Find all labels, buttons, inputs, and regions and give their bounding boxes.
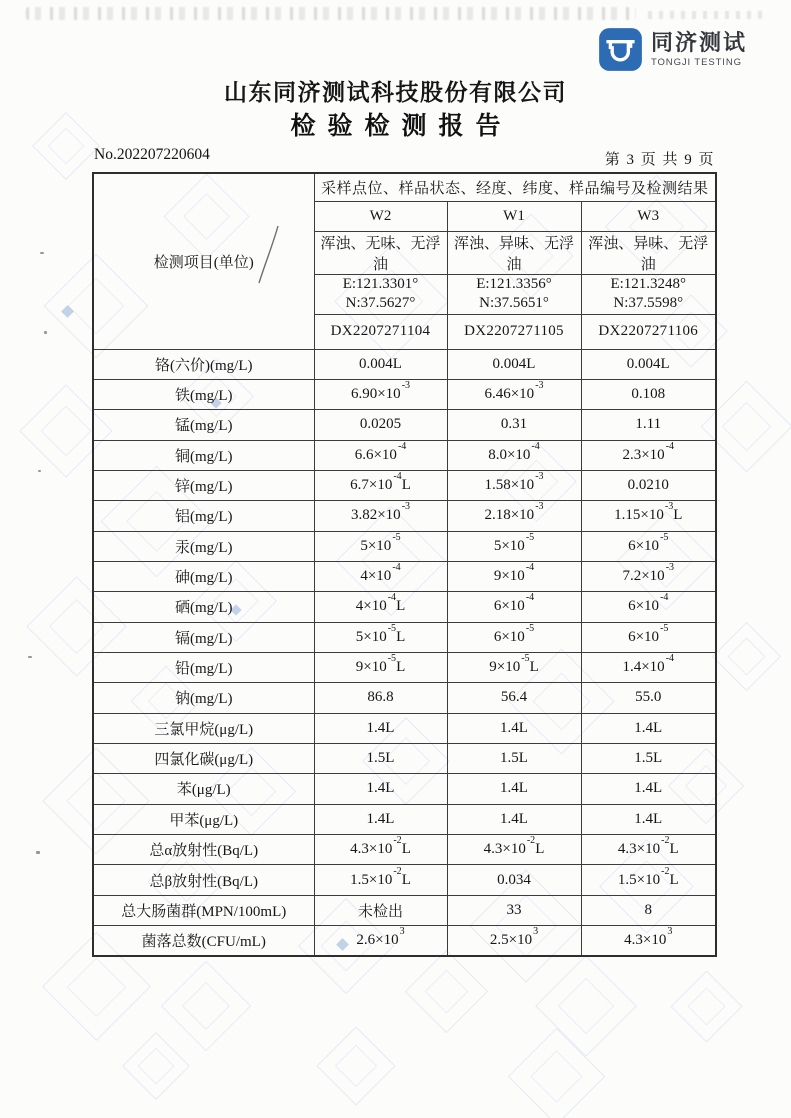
value-cell: 1.5L — [447, 743, 581, 773]
value-cell: 1.4L — [314, 774, 447, 804]
parameter-cell: 铬(六价)(mg/L) — [93, 349, 314, 379]
sample-state-cell: 浑浊、无味、无浮油 — [314, 231, 447, 274]
report-title: 检验检测报告 — [290, 113, 513, 140]
value-cell: 33 — [447, 895, 581, 925]
longitude: E:121.3301° — [342, 275, 419, 292]
parameter-cell: 甲苯(μg/L) — [93, 804, 314, 834]
latitude: N:37.5598° — [613, 295, 684, 311]
table-row — [93, 895, 716, 925]
value-cell: 0.108 — [581, 379, 716, 409]
tongji-logo-icon — [598, 27, 643, 72]
value-cell: 0.004L — [447, 349, 581, 379]
value-cell: $1.5\times 10^{-2}L$ — [314, 865, 447, 895]
latitude: N:37.5627° — [345, 295, 416, 311]
corner-cell: 检测项目(单位) — [93, 173, 314, 349]
parameter-cell: 铅(mg/L) — [93, 652, 314, 682]
value-cell: 1.4L — [581, 713, 716, 743]
parameter-cell: 菌落总数(CFU/mL) — [93, 926, 314, 956]
results-thead — [93, 173, 716, 349]
table-row — [93, 926, 716, 956]
value-cell: 1.4L — [314, 713, 447, 743]
longitude: E:121.3248° — [610, 275, 687, 292]
watermark-pattern — [122, 1032, 190, 1100]
value-cell: 0.034 — [447, 865, 581, 895]
value-cell: 1.4L — [314, 804, 447, 834]
table-row — [93, 743, 716, 773]
parameter-cell: 三氯甲烷(μg/L) — [93, 713, 314, 743]
value-cell: $6\times 10^{-4}$ — [581, 592, 716, 622]
table-row — [93, 774, 716, 804]
value-cell: 8 — [581, 895, 716, 925]
sample-id-cell: W2 — [314, 201, 447, 231]
sample-id-cell: W1 — [447, 201, 581, 231]
company-name: 山东同济测试科技股份有限公司 — [224, 80, 567, 105]
value-cell: 1.4L — [581, 804, 716, 834]
value-cell: 1.5L — [314, 743, 447, 773]
value-cell: 86.8 — [314, 683, 447, 713]
span-header-row — [93, 173, 716, 201]
value-cell: $4.3\times 10^{-2}L$ — [314, 835, 447, 865]
value-cell: 0.004L — [314, 349, 447, 379]
table-row — [93, 379, 716, 409]
value-cell: 0.31 — [447, 410, 581, 440]
value-cell: 56.4 — [447, 683, 581, 713]
value-cell: $9\times 10^{-5}L$ — [314, 652, 447, 682]
report-number: No.202207220604 — [94, 146, 210, 163]
watermark-pattern — [316, 1026, 395, 1105]
value-cell: 1.4L — [447, 804, 581, 834]
parameter-cell: 总α放射性(Bq/L) — [93, 835, 314, 865]
table-row — [93, 561, 716, 591]
logo-cn-text: 同济测试 — [650, 30, 747, 56]
value-cell: $6.90\times 10^{-3}$ — [314, 379, 447, 409]
results-table — [92, 172, 717, 957]
value-cell: $5\times 10^{-5}$ — [314, 531, 447, 561]
value-cell: $8.0\times 10^{-4}$ — [447, 440, 581, 470]
value-cell: $4.3\times 10^{-2}L$ — [447, 835, 581, 865]
watermark-pattern — [161, 961, 252, 1052]
value-cell: $6.7\times 10^{-4}L$ — [314, 470, 447, 500]
parameter-cell: 总大肠菌群(MPN/100mL) — [93, 895, 314, 925]
scan-speck — [36, 851, 40, 854]
tongji-logo — [598, 27, 747, 72]
value-cell: $9\times 10^{-5}L$ — [447, 652, 581, 682]
parameter-cell: 铝(mg/L) — [93, 501, 314, 531]
coordinates-cell — [447, 274, 581, 314]
table-row — [93, 835, 716, 865]
longitude: E:121.3356° — [476, 275, 552, 292]
table-row — [93, 410, 716, 440]
value-cell: $6\times 10^{-5}$ — [447, 622, 581, 652]
watermark-pattern — [404, 949, 487, 1032]
table-row — [93, 470, 716, 500]
parameter-cell: 铁(mg/L) — [93, 379, 314, 409]
logo-en-text: TONGJI TESTING — [650, 56, 742, 68]
value-cell: $3.82\times 10^{-3}$ — [314, 501, 447, 531]
table-row — [93, 804, 716, 834]
parameter-cell: 锰(mg/L) — [93, 410, 314, 440]
value-cell: 55.0 — [581, 683, 716, 713]
sample-id-cell: W3 — [581, 201, 716, 231]
parameter-cell: 钠(mg/L) — [93, 683, 314, 713]
table-row — [93, 531, 716, 561]
value-cell: 1.4L — [581, 774, 716, 804]
watermark-pattern — [711, 621, 780, 690]
results-tbody — [93, 349, 716, 956]
parameter-cell: 铜(mg/L) — [93, 440, 314, 470]
parameter-cell: 四氯化碳(μg/L) — [93, 743, 314, 773]
value-cell: 0.0205 — [314, 410, 447, 440]
parameter-cell: 总β放射性(Bq/L) — [93, 865, 314, 895]
parameter-cell: 苯(μg/L) — [93, 774, 314, 804]
table-row — [93, 683, 716, 713]
value-cell: $6\times 10^{-5}$ — [581, 622, 716, 652]
value-cell: $7.2\times 10^{-3}$ — [581, 561, 716, 591]
value-cell: $1.5\times 10^{-2}L$ — [581, 865, 716, 895]
sample-number-cell: DX2207271105 — [447, 314, 581, 349]
scan-speck — [38, 470, 41, 472]
value-cell: 1.4L — [447, 774, 581, 804]
page-indicator: 第 3 页 共 9 页 — [604, 152, 715, 168]
parameter-cell: 砷(mg/L) — [93, 561, 314, 591]
value-cell: $4.3\times 10^3$ — [581, 926, 716, 956]
value-cell: 未检出 — [314, 895, 447, 925]
table-row — [93, 501, 716, 531]
table-row — [93, 652, 716, 682]
value-cell: $2.6\times 10^3$ — [314, 926, 447, 956]
value-cell: 1.4L — [447, 713, 581, 743]
value-cell: $5\times 10^{-5}$ — [447, 531, 581, 561]
scan-speck — [28, 656, 32, 658]
span-header-cell: 采样点位、样品状态、经度、纬度、样品编号及检测结果 — [314, 173, 716, 201]
latitude: N:37.5651° — [479, 295, 549, 311]
value-cell: $6.46\times 10^{-3}$ — [447, 379, 581, 409]
watermark-pattern — [670, 970, 742, 1042]
parameter-cell: 镉(mg/L) — [93, 622, 314, 652]
value-cell: $5\times 10^{-5}L$ — [314, 622, 447, 652]
value-cell: $4\times 10^{-4}L$ — [314, 592, 447, 622]
scan-speck — [44, 331, 47, 334]
sample-state-cell: 浑浊、异味、无浮油 — [581, 231, 716, 274]
table-row — [93, 592, 716, 622]
value-cell: $9\times 10^{-4}$ — [447, 561, 581, 591]
table-row — [93, 622, 716, 652]
parameter-cell: 汞(mg/L) — [93, 531, 314, 561]
table-row — [93, 349, 716, 379]
table-row — [93, 865, 716, 895]
value-cell: $4\times 10^{-4}$ — [314, 561, 447, 591]
coordinates-cell — [314, 274, 447, 314]
parameter-cell: 锌(mg/L) — [93, 470, 314, 500]
scan-smudge-top-right — [648, 11, 768, 19]
scan-speck — [40, 252, 44, 254]
parameter-cell: 硒(mg/L) — [93, 592, 314, 622]
value-cell: $6.6\times 10^{-4}$ — [314, 440, 447, 470]
value-cell: $1.15\times 10^{-3}L$ — [581, 501, 716, 531]
value-cell: $2.5\times 10^3$ — [447, 926, 581, 956]
table-row — [93, 713, 716, 743]
value-cell: $6\times 10^{-5}$ — [581, 531, 716, 561]
value-cell: $4.3\times 10^{-2}L$ — [581, 835, 716, 865]
value-cell: $1.58\times 10^{-3}$ — [447, 470, 581, 500]
sample-number-cell: DX2207271106 — [581, 314, 716, 349]
value-cell: $2.18\times 10^{-3}$ — [447, 501, 581, 531]
sample-number-cell: DX2207271104 — [314, 314, 447, 349]
value-cell: 1.5L — [581, 743, 716, 773]
logo-text-block — [651, 31, 747, 67]
value-cell: 0.004L — [581, 349, 716, 379]
sample-state-cell: 浑浊、异味、无浮油 — [447, 231, 581, 274]
value-cell: 1.11 — [581, 410, 716, 440]
scan-smudge-top — [26, 7, 636, 20]
table-row — [93, 440, 716, 470]
value-cell: $2.3\times 10^{-4}$ — [581, 440, 716, 470]
value-cell: 0.0210 — [581, 470, 716, 500]
value-cell: $1.4\times 10^{-4}$ — [581, 652, 716, 682]
coordinates-cell — [581, 274, 716, 314]
value-cell: $6\times 10^{-4}$ — [447, 592, 581, 622]
